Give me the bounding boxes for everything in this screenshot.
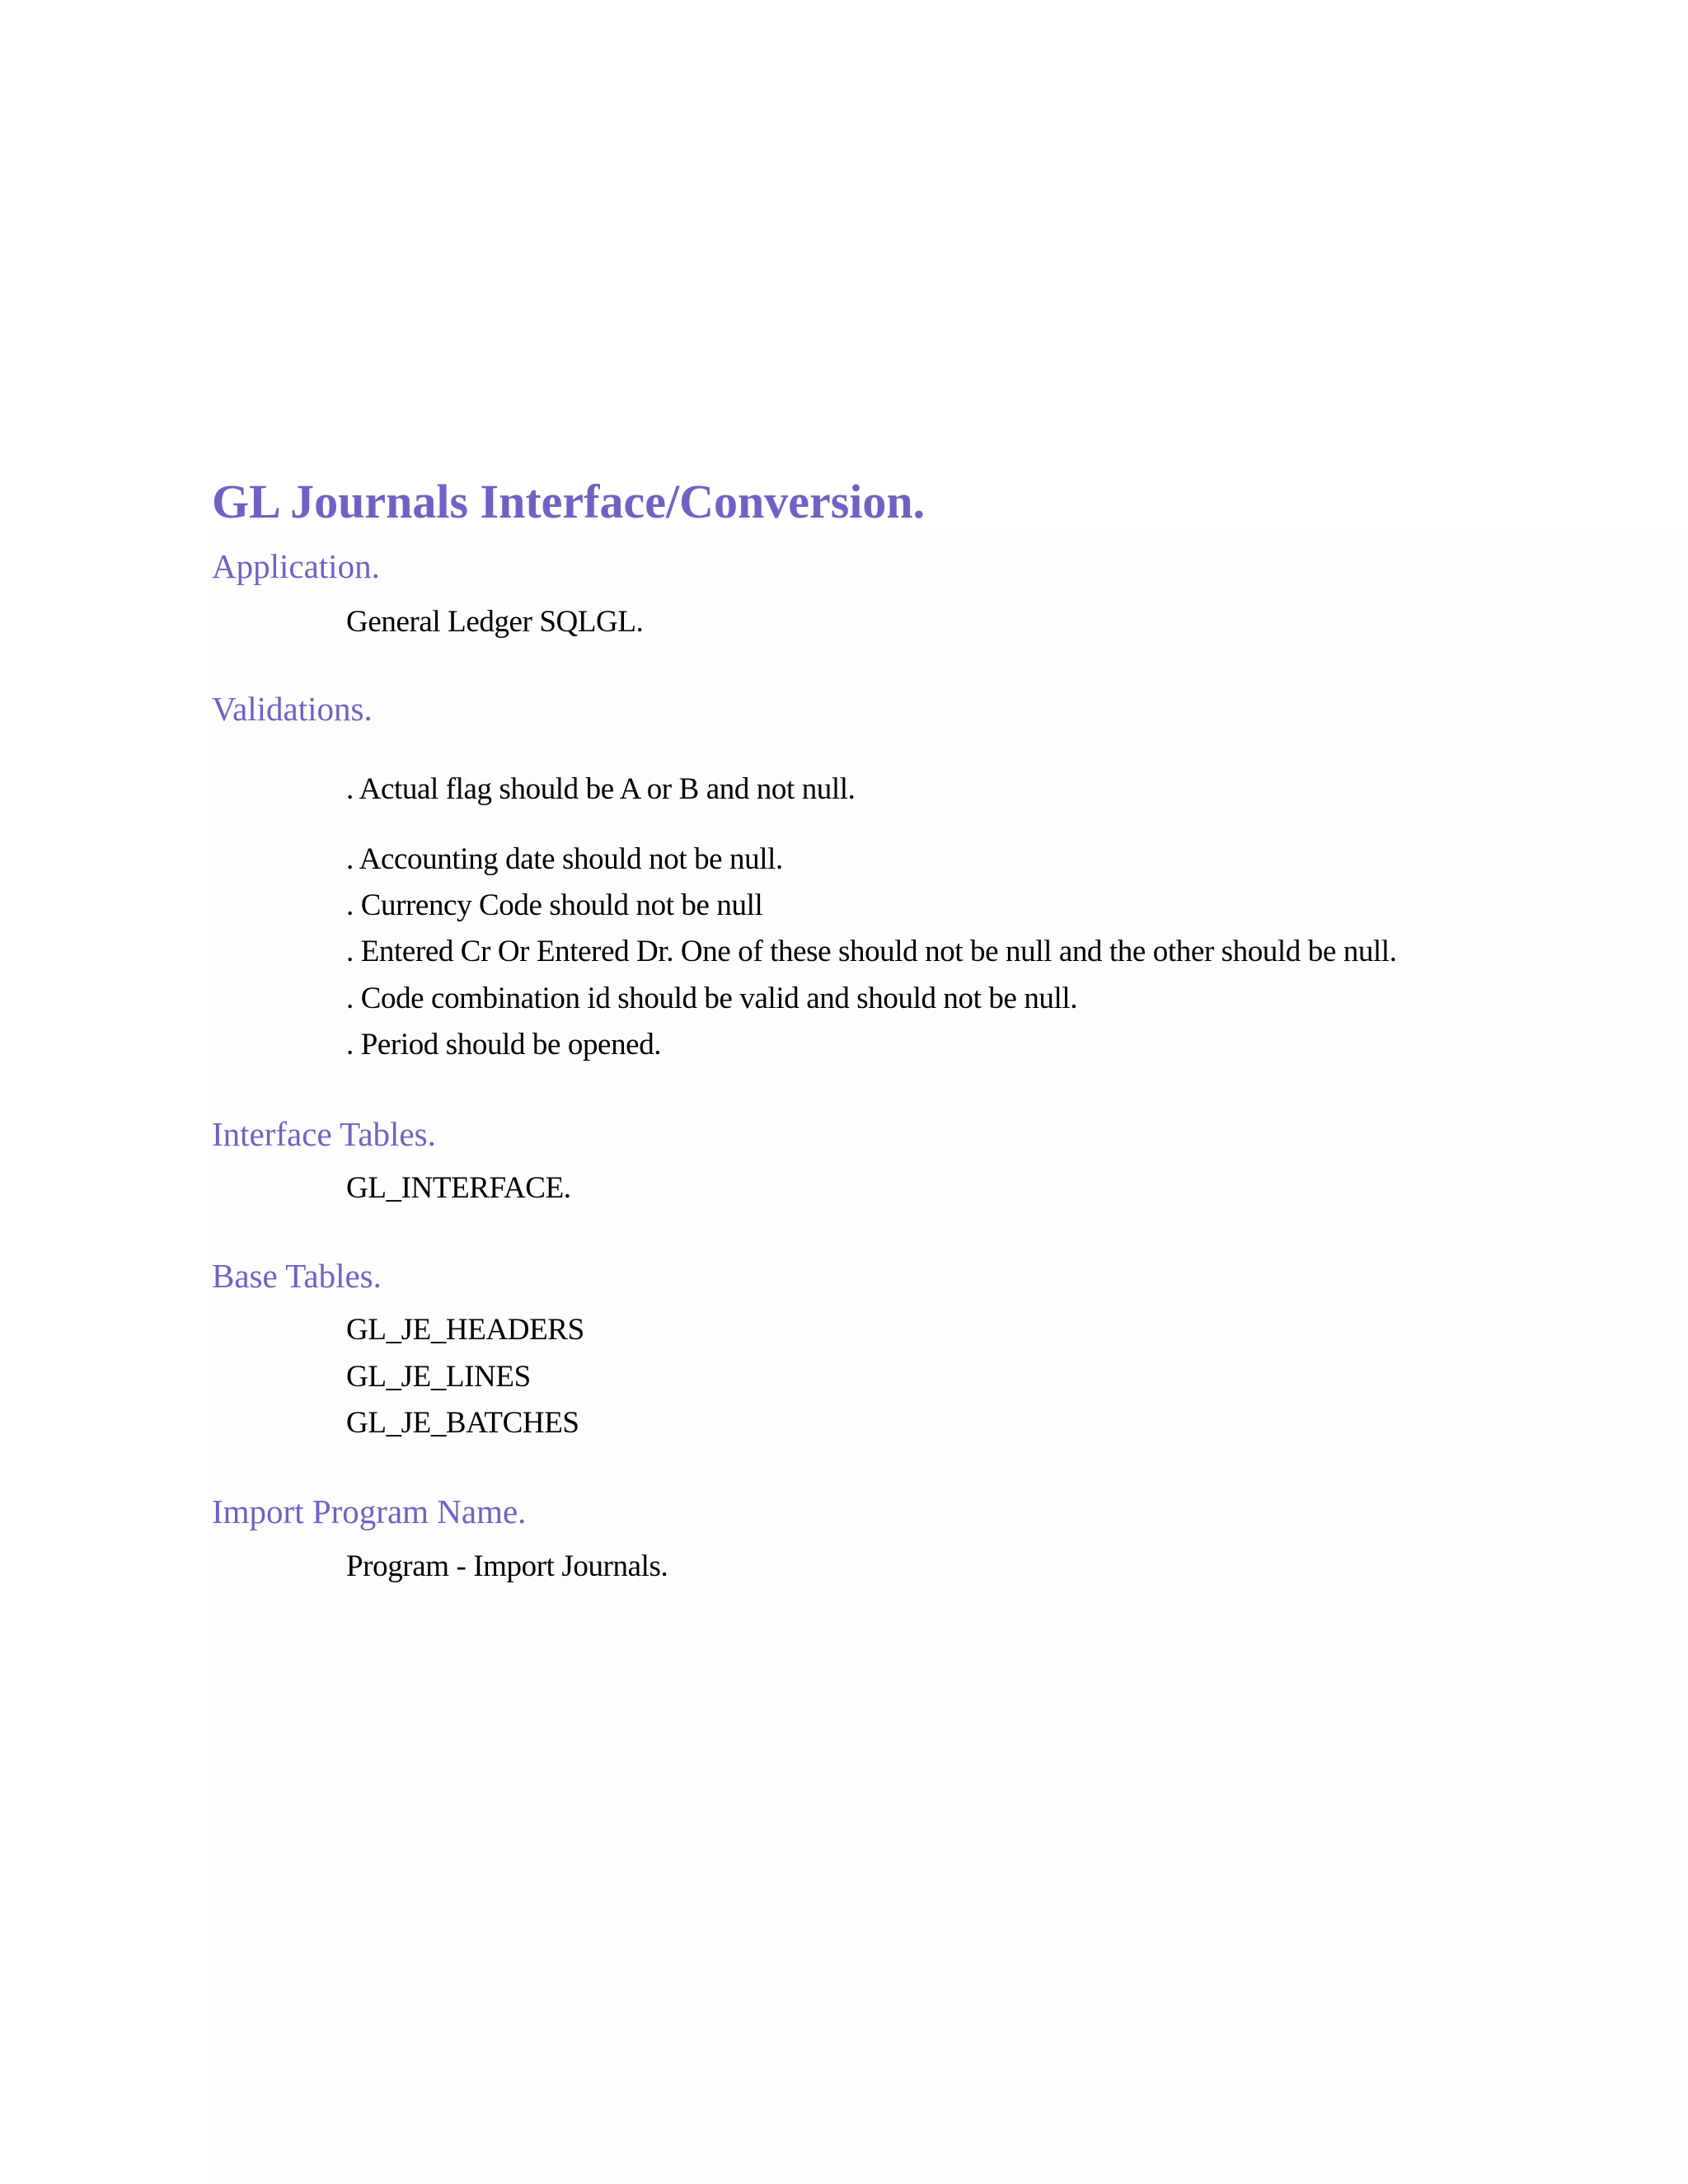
- heading-import-program: Import Program Name.: [212, 1493, 527, 1530]
- heading-application: Application.: [212, 547, 380, 585]
- validation-item: . Accounting date should not be null.: [346, 842, 783, 876]
- document-title: GL Journals Interface/Conversion.: [212, 475, 926, 528]
- base-table-name: GL_JE_LINES: [346, 1360, 531, 1394]
- interface-table-name: GL_INTERFACE.: [346, 1171, 571, 1205]
- base-table-name: GL_JE_BATCHES: [346, 1406, 579, 1440]
- application-value: General Ledger SQLGL.: [346, 605, 644, 639]
- validation-item: . Entered Cr Or Entered Dr. One of these should not be null and the other should be null.: [346, 935, 1397, 968]
- heading-base-tables: Base Tables.: [212, 1257, 382, 1295]
- heading-interface-tables: Interface Tables.: [212, 1115, 436, 1153]
- validation-item: . Currency Code should not be null: [346, 888, 763, 922]
- heading-validations: Validations.: [212, 690, 373, 728]
- validation-item: . Actual flag should be A or B and not null.: [346, 772, 856, 806]
- base-table-name: GL_JE_HEADERS: [346, 1313, 584, 1347]
- validation-item: . Code combination id should be valid and should not be null.: [346, 982, 1078, 1015]
- validation-item: . Period should be opened.: [346, 1028, 662, 1062]
- import-program-name: Program - Import Journals.: [346, 1549, 668, 1583]
